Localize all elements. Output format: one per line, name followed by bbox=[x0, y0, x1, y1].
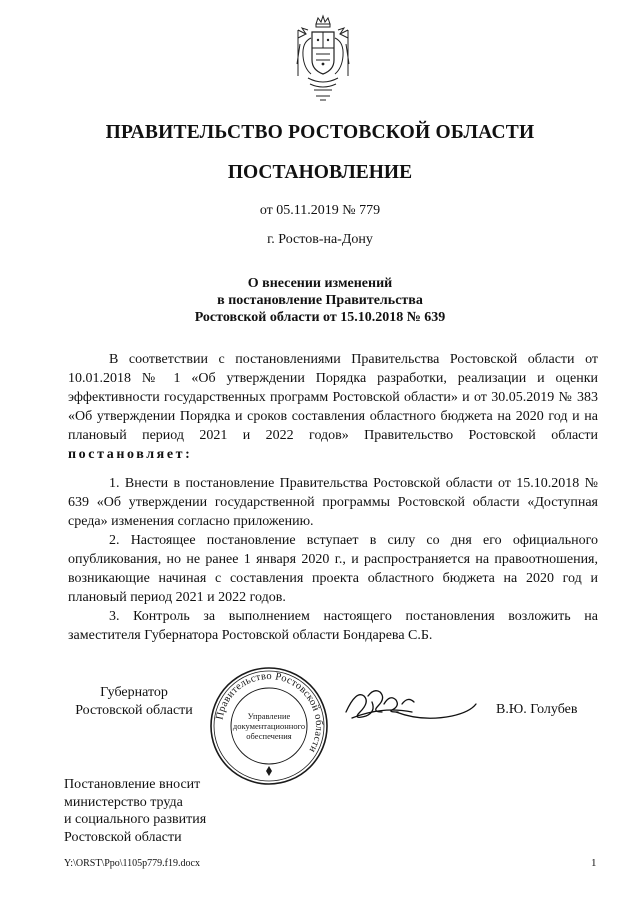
resolution-items bbox=[68, 474, 598, 645]
document-subject bbox=[0, 275, 640, 326]
resolution-item-3: 3. Контроль за выполнением настоящего постановления возложить на заместителя Губернатора Ростовской области Бондарева С.Б. bbox=[68, 609, 598, 643]
page-number: 1 bbox=[591, 857, 597, 869]
preamble-text: В соответствии с постановлениями Правительства Ростовской области от 10.01.2018 № 1 «Об утверждении Порядка разработки, реализации и оценки эффективности государственных программ Ростовской области» и от 30.05.2019 № 383 «Об утверждении Порядка и сроков составления областного бюджета на 2020 год и на плановый период 2021 и 2022 годов» Правительство Ростовской области bbox=[68, 352, 598, 443]
signature-icon bbox=[342, 682, 482, 730]
submitter-line: Постановление вносит bbox=[64, 777, 201, 792]
resolves-word: постановляет: bbox=[68, 447, 193, 462]
document-type: ПОСТАНОВЛЕНИЕ bbox=[227, 162, 413, 183]
seal-ring-text: Правительство Ростовской области bbox=[214, 670, 325, 755]
resolution-item-2: 2. Настоящее постановление вступает в силу со дня его официального опубликования, но не ранее 1 января 2020 г., и распространяется на правоотношения, возникающие начиная с составления проекта областного бюджета на 2020 год и плановый период 2021 и 2022 годов. bbox=[68, 533, 598, 605]
subject-line: О внесении изменений bbox=[247, 276, 393, 291]
seal-center-text: документационного bbox=[232, 721, 306, 731]
seal-center-text: обеспечения bbox=[246, 731, 292, 741]
subject-line: в постановление Правительства bbox=[217, 293, 423, 308]
government-title: ПРАВИТЕЛЬСТВО РОСТОВСКОЙ ОБЛАСТИ bbox=[105, 122, 535, 143]
footer-file-path: Y:\ORST\Ppo\1105p779.f19.docx bbox=[64, 858, 200, 869]
submitter-block bbox=[64, 776, 284, 846]
subject-line: Ростовской области от 15.10.2018 № 639 bbox=[194, 310, 446, 325]
signatory-position bbox=[64, 684, 204, 720]
submitter-line: Ростовской области bbox=[64, 829, 182, 845]
signatory-position-line: Ростовской области bbox=[75, 703, 193, 718]
document-city: г. Ростов-на-Дону bbox=[267, 232, 373, 247]
signatory-name: В.Ю. Голубев bbox=[496, 702, 578, 717]
resolution-item-1: 1. Внести в постановление Правительства Ростовской области от 15.10.2018 № 639 «Об утверждении государственной программы Ростовской области «Доступная среда» изменения согласно приложению. bbox=[68, 476, 598, 529]
coat-of-arms-icon bbox=[294, 14, 352, 106]
seal-center-text: Управление bbox=[247, 711, 291, 721]
submitter-line: и социального развития bbox=[64, 812, 207, 827]
submitter-line: министерство труда bbox=[64, 794, 183, 810]
document-date-number: от 05.11.2019 № 779 bbox=[259, 203, 381, 218]
round-seal-icon bbox=[208, 665, 330, 787]
preamble-paragraph bbox=[68, 350, 598, 464]
signatory-position-line: Губернатор bbox=[100, 685, 168, 700]
